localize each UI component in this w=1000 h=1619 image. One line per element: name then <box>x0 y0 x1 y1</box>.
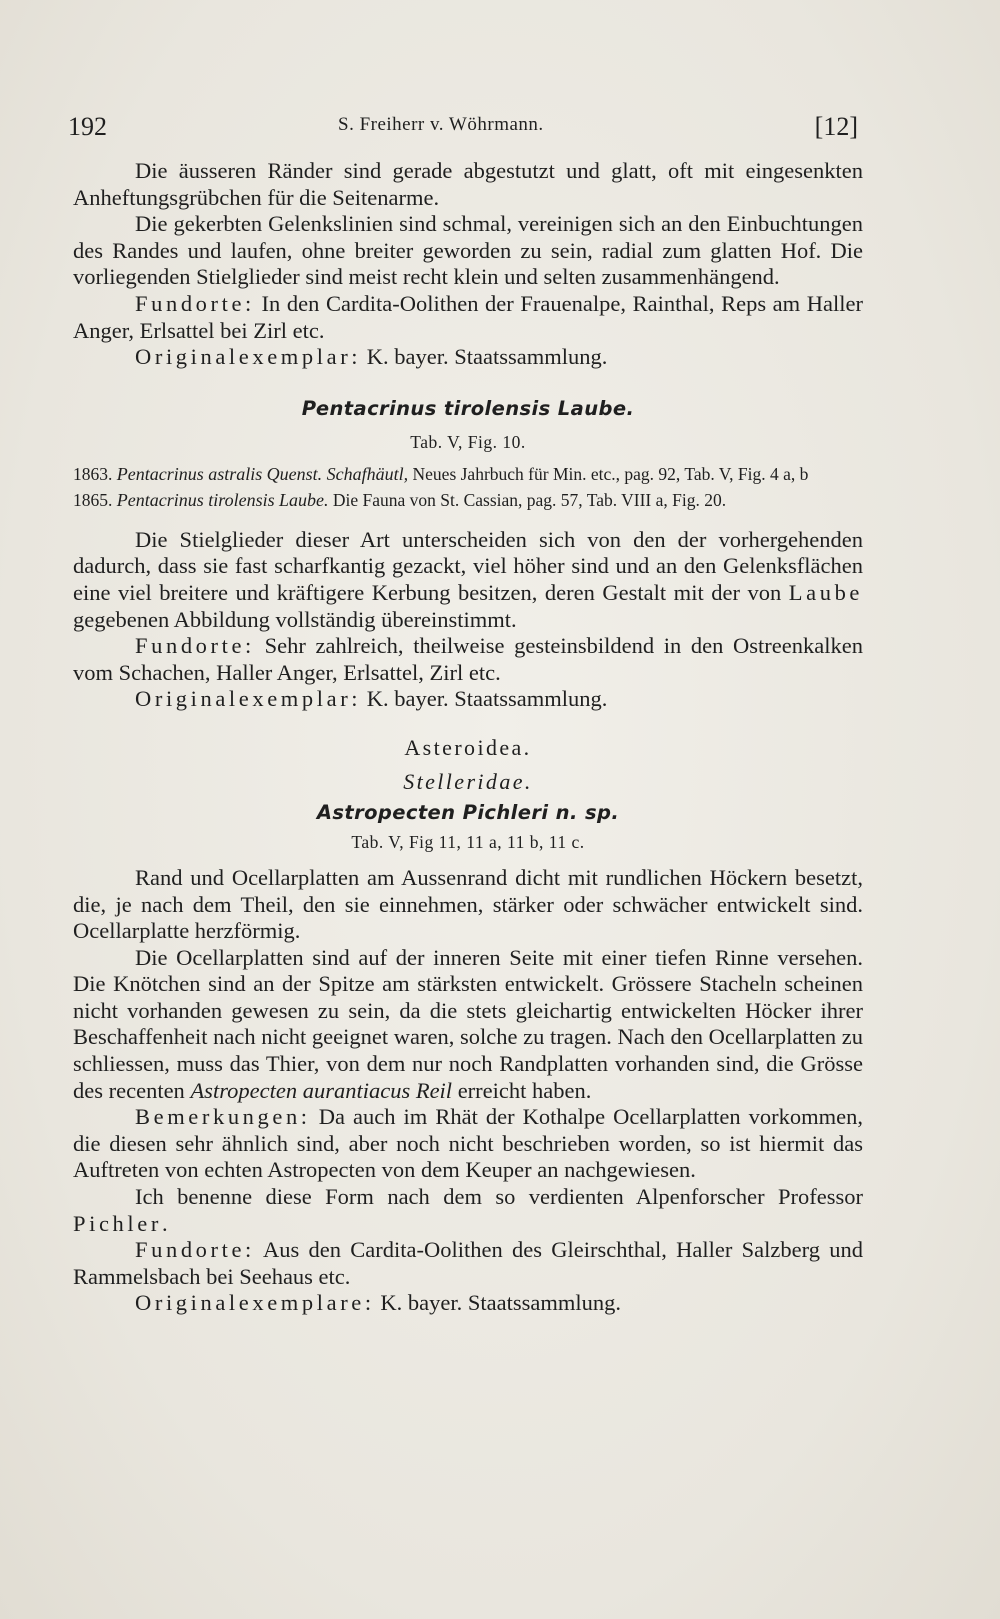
specimen-paragraph <box>73 344 863 371</box>
remarks-paragraph <box>73 1104 863 1184</box>
paragraph-text: Die Ocellarplatten sind auf der inneren Seite mit einer tiefen Rinne versehen. Die Knötchen sind an der Spitze am stärksten entwickelt. Grössere Stacheln scheinen nicht vorhanden gewesen zu sein, da die stets gleichartig entwickelten Höcker ihrer Beschaffenheit nach nicht geeignet waren, solche zu tragen. Nach den Ocellarplatten zu schliessen, muss das Thier, von dem nur noch Randplatten vorhanden sind, die Grösse des recenten <box>73 944 863 1103</box>
taxon-name: Astropecten aurantiacus Reil <box>190 1077 453 1103</box>
fundorte-text: Sehr zahlreich, theilweise gesteinsbildend in den Ostreenkalken vom Schachen, Haller Anger, Erlsattel, Zirl etc. <box>73 633 863 685</box>
fundorte-label: Fundorte: <box>135 633 255 659</box>
family-heading: Stelleridae. <box>403 768 533 794</box>
paragraph: Die gekerbten Gelenkslinien sind schmal, vereinigen sich an den Einbuchtungen des Randes und laufen, ohne breiter geworden zu sein, radial zum glatten Hof. Die vorliegenden Stielglieder sind meist recht klein und selten zusammenhängend. <box>73 211 863 290</box>
running-head: S. Freiherr v. Wöhrmann. <box>338 114 544 135</box>
originalexemplar-label: Originalexemplar: <box>135 344 362 370</box>
synonymy-author: Laube. <box>278 489 329 510</box>
synonymy-entry <box>73 489 863 511</box>
synonymy-year: 1863. <box>73 463 113 484</box>
bemerkungen-label: Bemerkungen: <box>135 1104 311 1130</box>
page-header <box>68 112 858 148</box>
locality-paragraph <box>73 291 863 344</box>
originalexemplar-text: K. bayer. Staatssammlung. <box>380 1290 621 1316</box>
page-body <box>73 158 863 1317</box>
synonymy-reference: Neues Jahrbuch für Min. etc., pag. 92, Tab. V, Fig. 4 a, b <box>412 463 809 484</box>
specimen-paragraph <box>73 1290 863 1317</box>
fundorte-text: Aus den Cardita-Oolithen des Gleirschthal, Haller Salzberg und Rammelsbach bei Seehaus etc. <box>73 1237 863 1289</box>
paragraph <box>73 945 863 1105</box>
paragraph-text: Die Stielglieder dieser Art unterscheiden sich von den der vorhergehenden dadurch, dass sie fast scharfkantig gezackt, viel höher sind und an den Gelenksflächen eine viel breitere und kräftigere Kerbung besitzen, deren Gestalt mit der von <box>73 526 863 605</box>
fundorte-text: In den Cardita-Oolithen der Frauenalpe, Rainthal, Reps am Haller Anger, Erlsattel bei Zirl etc. <box>73 290 864 343</box>
paragraph-text: erreicht haben. <box>457 1077 592 1103</box>
synonymy-year: 1865. <box>73 489 113 510</box>
species-heading: Pentacrinus tirolensis Laube. <box>301 396 635 420</box>
originalexemplar-text: K. bayer. Staatssammlung. <box>366 686 608 712</box>
species-heading: Astropecten Pichleri n. sp. <box>316 800 620 824</box>
paragraph: Die äusseren Ränder sind gerade abgestutzt und glatt, oft mit eingesenkten Anheftungsgrübchen für die Seitenarme. <box>73 158 863 210</box>
class-heading: Asteroidea. <box>404 734 532 760</box>
synonymy-reference: Die Fauna von St. Cassian, pag. 57, Tab. VIII a, Fig. 20. <box>332 489 727 510</box>
specimen-paragraph <box>73 686 863 713</box>
paragraph <box>73 527 863 633</box>
paragraph-text: gegebenen Abbildung vollständig übereinstimmt. <box>73 606 517 632</box>
paragraph-text: Ich benenne diese Form nach dem so verdienten Alpenforscher Professor <box>135 1184 863 1210</box>
page-number: 192 <box>68 112 107 141</box>
plate-reference: Tab. V, Fig 11, 11 a, 11 b, 11 c. <box>351 831 585 852</box>
originalexemplar-label: Originalexemplar: <box>135 686 362 712</box>
plate-reference: Tab. V, Fig. 10. <box>410 431 526 452</box>
fundorte-label: Fundorte: <box>135 1237 255 1263</box>
paragraph: Rand und Ocellarplatten am Aussenrand dicht mit rundlichen Höckern besetzt, die, je nach dem Theil, den sie einnehmen, stärker oder schwächer entwickelt sind. Ocellarplatte herzförmig. <box>73 864 863 944</box>
paragraph-text: . <box>161 1210 168 1236</box>
person-name: Pichler <box>73 1210 162 1236</box>
synonymy-taxon: Pentacrinus tirolensis <box>116 489 275 510</box>
section-number: [12] <box>814 112 858 141</box>
originalexemplar-text: K. bayer. Staatssammlung. <box>366 344 608 370</box>
synonymy-author: Quenst. Schafhäutl, <box>266 463 409 484</box>
synonymy-taxon: Pentacrinus astralis <box>116 463 263 484</box>
fundorte-label: Fundorte: <box>135 290 255 316</box>
paragraph <box>73 1184 863 1237</box>
locality-paragraph <box>73 1237 863 1290</box>
author-name: Laube <box>788 579 864 605</box>
bemerkungen-text: Da auch im Rhät der Kothalpe Ocellarplatten vorkommen, die diesen sehr ähnlich sind, aber noch nicht beschrieben worden, so ist hiermit das Auftreten von echten Astropecten von dem Keuper an nachgewiesen. <box>73 1104 863 1183</box>
locality-paragraph <box>73 633 863 686</box>
originalexemplar-label: Originalexemplare: <box>135 1290 375 1316</box>
synonymy-entry <box>73 463 863 485</box>
